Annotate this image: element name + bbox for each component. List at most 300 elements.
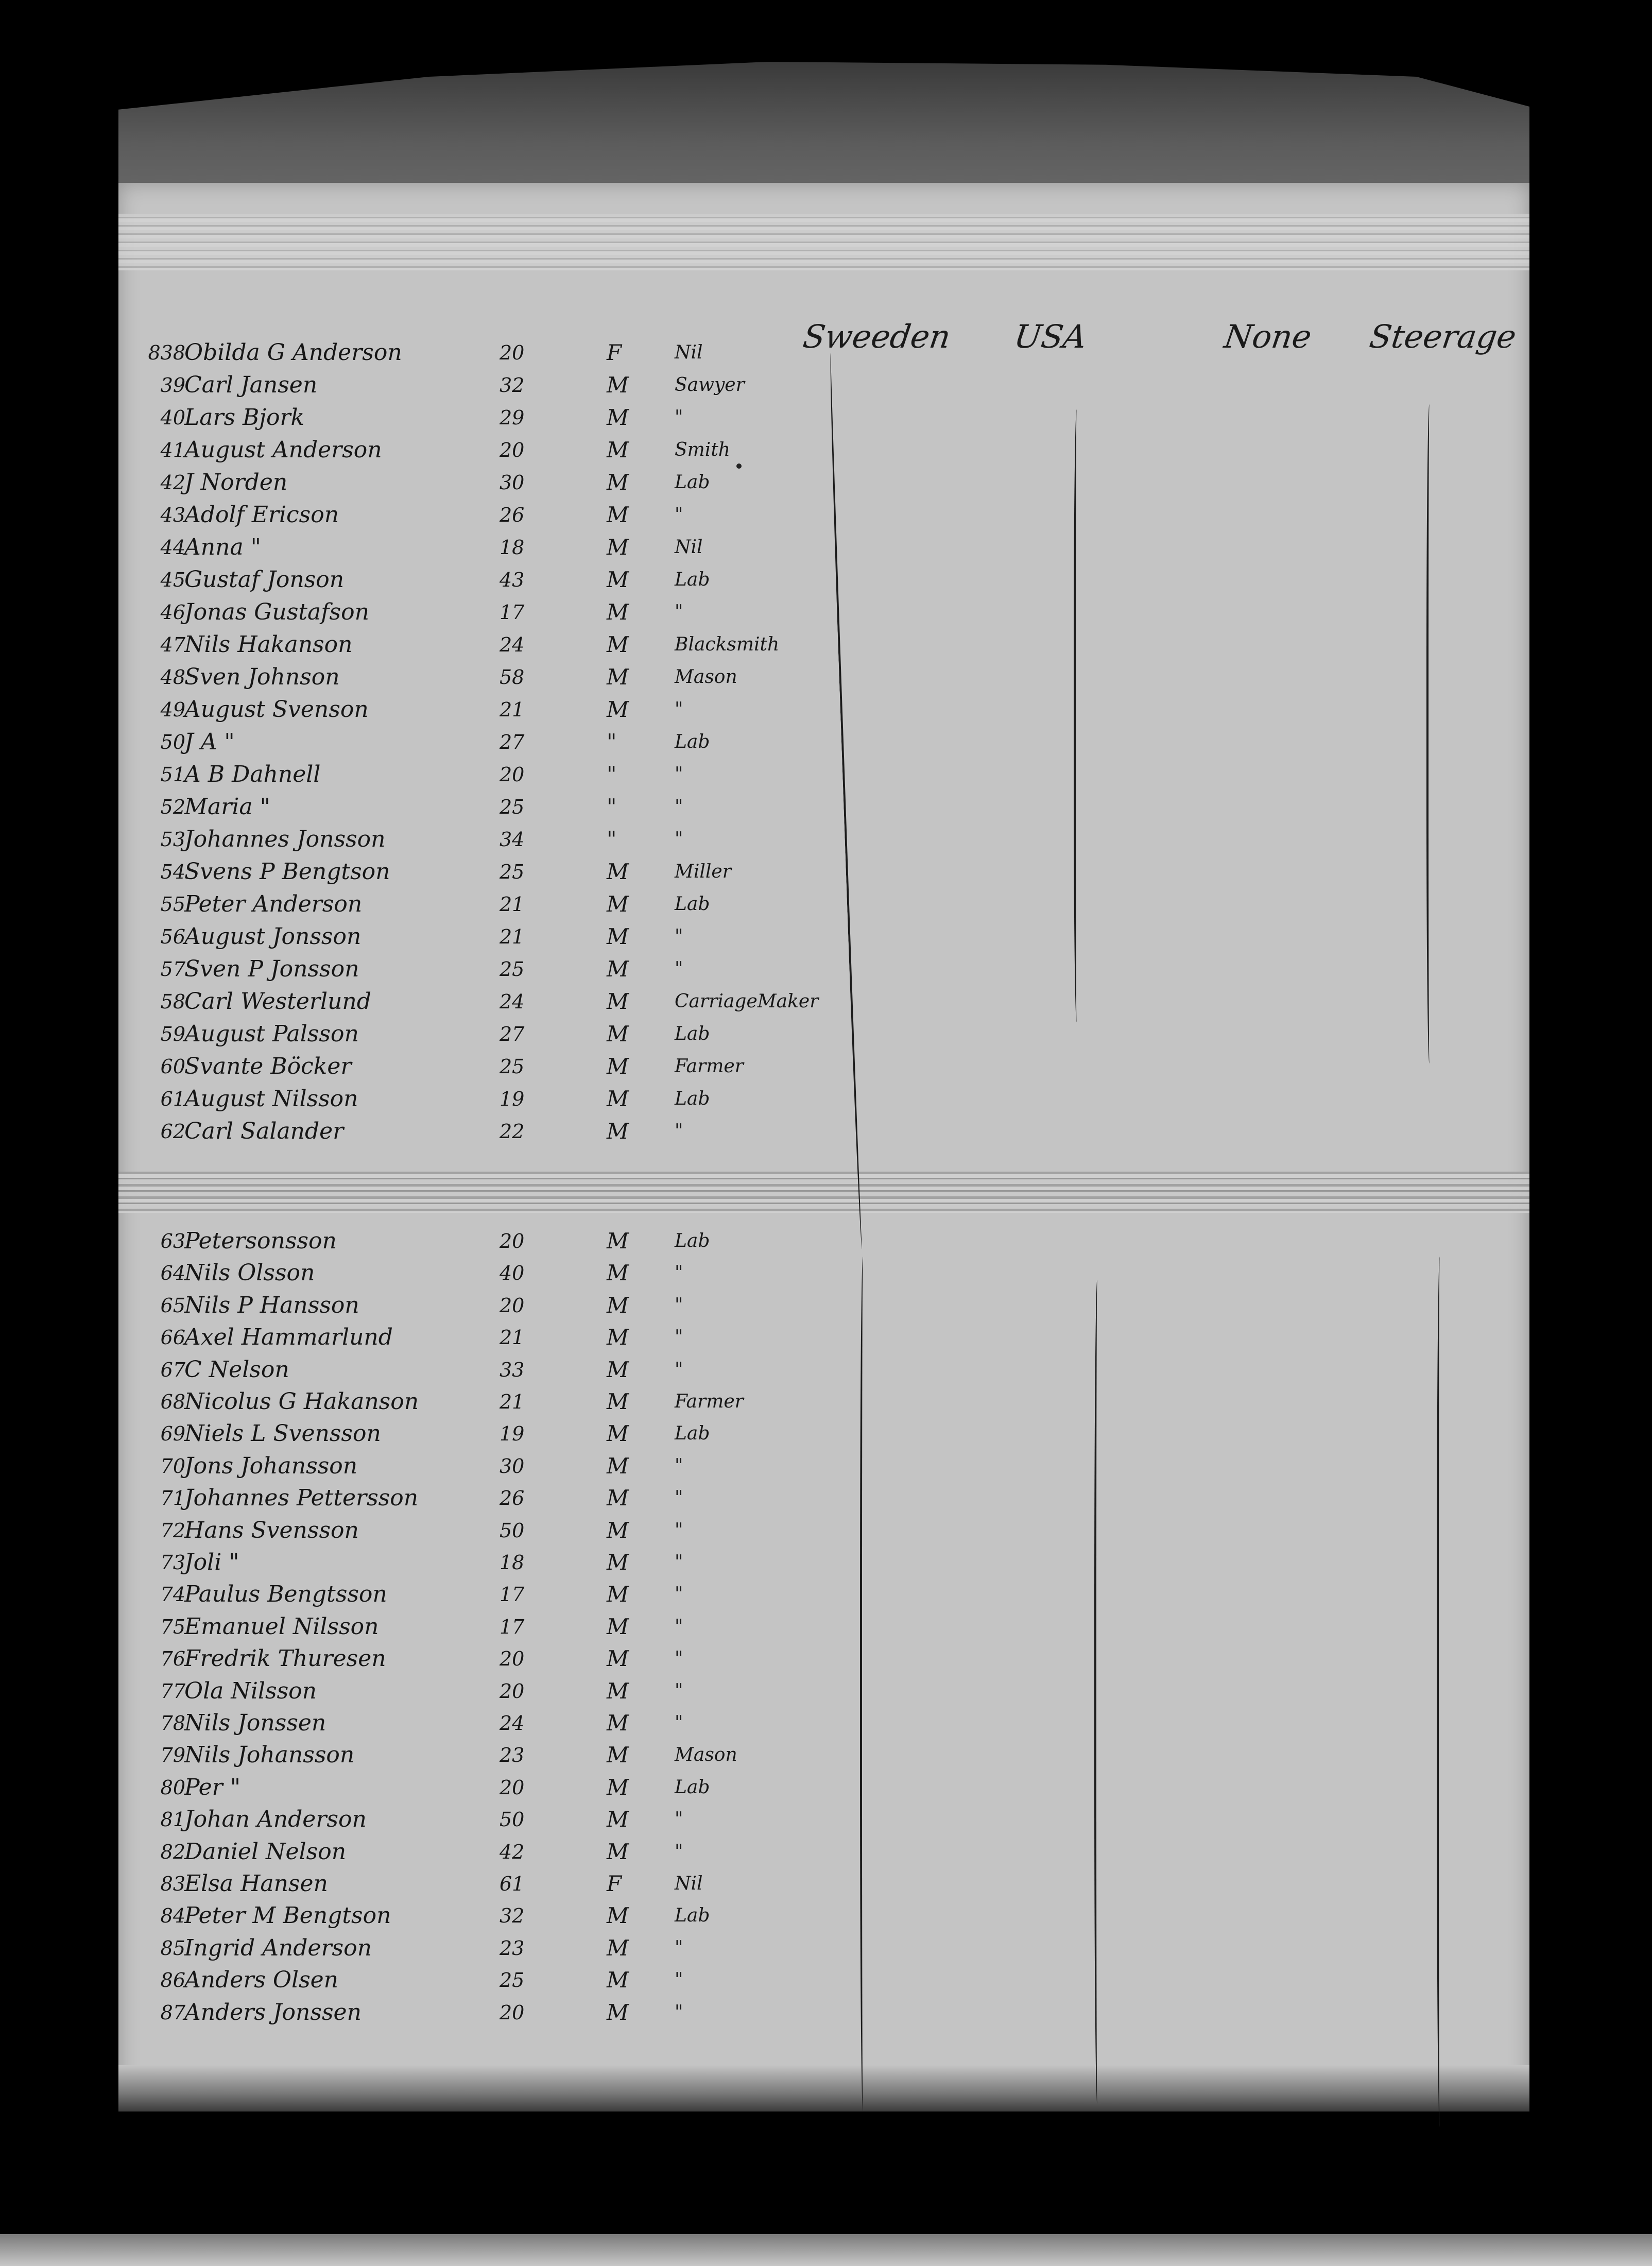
passenger-name: Anna " [184,534,261,560]
passenger-name: Johannes Pettersson [184,1485,419,1512]
row-number: 82 [160,1840,185,1863]
row-number: 60 [160,1055,185,1078]
passenger-occupation: Smith [675,439,730,460]
passenger-sex: M [607,1021,629,1046]
passenger-age: 40 [500,1262,525,1285]
passenger-age: 21 [500,893,525,916]
passenger-name: Ola Nilsson [184,1677,317,1704]
passenger-sex: M [607,697,629,722]
header-destination: USA [1011,318,1089,355]
passenger-age: 25 [500,958,525,981]
passenger-sex: M [607,1421,629,1447]
row-number: 44 [160,536,185,559]
row-number: 65 [160,1294,185,1317]
passenger-sex: M [607,924,629,949]
passenger-name: Nils Johansson [184,1742,355,1769]
manifest-row [118,759,1529,790]
passenger-age: 61 [500,1873,525,1895]
manifest-row [118,889,1529,920]
passenger-name: Adolf Ericson [184,502,339,528]
manifest-row [118,1579,1529,1610]
row-number: 80 [160,1776,185,1799]
row-number: 86 [160,1969,185,1992]
passenger-sex: M [607,1453,629,1479]
passenger-occupation: " [675,1359,683,1380]
passenger-occupation: " [675,1616,683,1637]
passenger-age: 32 [500,1904,525,1928]
manifest-row [118,1019,1529,1050]
passenger-age: 20 [500,1230,525,1252]
header-col3: None [1221,318,1314,355]
passenger-occupation: Lab [675,472,710,493]
row-number: 87 [160,2001,185,2024]
manifest-row [118,1483,1529,1514]
passenger-sex: M [607,891,629,917]
manifest-row [118,1804,1529,1835]
manifest-row [118,337,1529,368]
passenger-sex: F [607,340,622,365]
row-number: 77 [160,1679,185,1703]
row-number: 63 [160,1230,185,1252]
passenger-name: Nils Hakanson [184,631,353,658]
manifest-row [118,1611,1529,1642]
row-number: 83 [160,1873,185,1895]
manifest-row [118,662,1529,693]
passenger-sex: M [607,1389,629,1414]
page-fold [118,1172,1529,1213]
passenger-name: A B Dahnell [184,761,321,787]
manifest-row [118,597,1529,628]
manifest-row [118,986,1529,1017]
passenger-occupation: " [675,1487,683,1509]
manifest-row [118,467,1529,498]
row-number: 84 [160,1904,185,1928]
manifest-row [118,1868,1529,1899]
passenger-sex: M [607,1086,629,1111]
passenger-age: 29 [500,406,525,429]
passenger-age: 23 [500,1744,525,1767]
row-number: 39 [160,374,185,397]
passenger-sex: M [607,1485,629,1511]
passenger-occupation: " [675,958,683,980]
manifest-page [118,183,1529,2112]
passenger-occupation: " [675,1969,683,1991]
row-number: 67 [160,1358,185,1381]
passenger-name: Elsa Hansen [184,1870,328,1897]
passenger-age: 22 [500,1120,525,1143]
passenger-sex: M [607,1357,629,1382]
passenger-occupation: " [675,1712,683,1733]
passenger-occupation: Mason [675,1744,737,1766]
passenger-sex: M [607,664,629,690]
passenger-occupation: Lab [675,1423,710,1445]
passenger-age: 20 [500,1294,525,1317]
passenger-occupation: " [675,1809,683,1830]
manifest-row [118,824,1529,855]
passenger-age: 21 [500,1390,525,1413]
passenger-name: Emanuel Nilsson [184,1613,379,1640]
passenger-occupation: Lab [675,1905,710,1927]
manifest-row [118,694,1529,725]
passenger-age: 50 [500,1808,525,1831]
passenger-occupation: " [675,1648,683,1670]
row-number: 51 [160,763,185,786]
passenger-name: Hans Svensson [184,1517,359,1543]
passenger-age: 42 [500,1840,525,1863]
passenger-occupation: " [675,407,683,428]
passenger-sex: M [607,437,629,462]
manifest-row [118,727,1529,758]
row-number: 52 [160,796,185,818]
passenger-age: 17 [500,601,525,624]
manifest-row [118,1676,1529,1707]
passenger-sex: M [607,1999,629,2025]
passenger-sex: M [607,372,629,398]
passenger-name: Gustaf Jonson [184,566,345,593]
row-number: 50 [160,731,185,753]
passenger-age: 24 [500,990,525,1013]
passenger-occupation: CarriageMaker [675,991,819,1012]
passenger-sex: " [607,729,617,754]
passenger-name: August Svenson [184,696,369,723]
passenger-occupation: " [675,699,683,720]
passenger-name: Jons Johansson [184,1452,358,1479]
passenger-age: 27 [500,1023,525,1045]
row-number: 73 [160,1551,185,1574]
row-number: 56 [160,925,185,948]
passenger-sex: M [607,1967,629,1993]
passenger-name: J Norden [184,469,288,495]
manifest-row [118,921,1529,952]
passenger-age: 23 [500,1936,525,1960]
manifest-row [118,1084,1529,1114]
passenger-name: August Nilsson [184,1086,358,1112]
passenger-name: C Nelson [184,1356,289,1383]
passenger-age: 25 [500,861,525,883]
manifest-row [118,1772,1529,1803]
passenger-age: 58 [500,666,525,689]
row-number: 41 [160,439,185,461]
passenger-name: Niels L Svensson [184,1420,381,1447]
passenger-name: Carl Westerlund [184,988,371,1015]
passenger-occupation: Lab [675,731,710,752]
passenger-age: 24 [500,1712,525,1735]
passenger-name: Svante Böcker [184,1053,352,1079]
passenger-occupation: " [675,1937,683,1959]
passenger-sex: M [607,1260,629,1286]
row-number: 72 [160,1519,185,1542]
manifest-row [118,1708,1529,1739]
passenger-sex: M [607,1613,629,1639]
row-number: 61 [160,1088,185,1110]
row-number: 75 [160,1615,185,1638]
manifest-row [118,1258,1529,1289]
passenger-occupation: Lab [675,569,710,590]
passenger-occupation: " [675,1519,683,1541]
passenger-name: Sven P Jonsson [184,956,359,982]
passenger-name: August Palsson [184,1021,359,1047]
passenger-occupation: " [675,796,683,817]
passenger-name: Anders Olsen [184,1967,339,1994]
passenger-age: 43 [500,569,525,591]
passenger-occupation: Farmer [675,1056,744,1077]
passenger-age: 25 [500,796,525,818]
passenger-sex: M [607,1742,629,1768]
passenger-name: Anders Jonssen [184,1999,362,2025]
passenger-age: 32 [500,374,525,397]
passenger-occupation: " [675,602,683,623]
passenger-sex: M [607,1119,629,1144]
passenger-name: Fredrik Thuresen [184,1645,386,1672]
row-number: 71 [160,1487,185,1510]
passenger-name: Nils Olsson [184,1260,315,1286]
passenger-age: 26 [500,504,525,526]
passenger-name: Daniel Nelson [184,1838,347,1865]
passenger-occupation: " [675,926,683,947]
row-number: 45 [160,569,185,591]
row-number: 76 [160,1647,185,1671]
passenger-name: Carl Salander [184,1118,344,1144]
passenger-occupation: " [675,1552,683,1573]
passenger-occupation: Nil [675,1873,703,1894]
passenger-sex: M [607,535,629,560]
passenger-sex: M [607,632,629,657]
passenger-name: Paulus Bengtsson [184,1581,387,1608]
passenger-name: Nicolus G Hakanson [184,1388,419,1415]
passenger-sex: M [607,1517,629,1543]
passenger-occupation: " [675,1121,683,1142]
row-number: 79 [160,1744,185,1767]
passenger-age: 30 [500,1454,525,1478]
passenger-name: Peter Anderson [184,891,363,917]
passenger-name: Carl Jansen [184,372,318,398]
manifest-row [118,1322,1529,1353]
row-number: 69 [160,1422,185,1446]
passenger-age: 34 [500,828,525,851]
passenger-sex: " [607,762,617,787]
manifest-row [118,954,1529,985]
passenger-sex: M [607,1774,629,1800]
row-number: 70 [160,1454,185,1478]
passenger-age: 20 [500,763,525,786]
passenger-sex: M [607,989,629,1014]
passenger-age: 50 [500,1519,525,1542]
passenger-sex: M [607,1325,629,1350]
passenger-occupation: Sawyer [675,374,745,396]
manifest-row [118,1116,1529,1147]
passenger-sex: M [607,1903,629,1929]
page-bottom-edge [118,2065,1529,2112]
row-number: 62 [160,1120,185,1143]
manifest-row [118,1740,1529,1771]
manifest-row [118,856,1529,887]
passenger-name: Sven Johnson [184,664,340,690]
passenger-occupation: " [675,1262,683,1284]
passenger-sex: M [607,1807,629,1832]
passenger-name: Nils Jonssen [184,1710,326,1736]
row-number: 54 [160,861,185,883]
passenger-occupation: " [675,1680,683,1702]
passenger-occupation: Nil [675,537,703,558]
passenger-age: 20 [500,1776,525,1799]
passenger-name: Lars Bjork [184,404,305,431]
row-number: 47 [160,633,185,656]
passenger-sex: M [607,502,629,527]
row-number: 42 [160,471,185,494]
manifest-row [118,1836,1529,1867]
passenger-age: 21 [500,925,525,948]
passenger-name: Joli " [184,1549,239,1575]
passenger-occupation: " [675,2001,683,2023]
passenger-age: 17 [500,1615,525,1638]
manifest-row [118,1290,1529,1321]
manifest-row [118,1997,1529,2028]
manifest-row [118,1900,1529,1931]
passenger-name: Per " [184,1774,240,1800]
row-number: 57 [160,958,185,981]
passenger-name: Ingrid Anderson [184,1934,372,1961]
passenger-occupation: Miller [675,861,731,882]
passenger-occupation: " [675,829,683,850]
page-top-band [118,214,1529,270]
manifest-row [118,1418,1529,1449]
passenger-occupation: " [675,1584,683,1605]
row-number: 49 [160,698,185,721]
passenger-sex: M [607,1054,629,1079]
manifest-row [118,564,1529,595]
passenger-sex: " [607,827,617,852]
row-number: 40 [160,406,185,429]
passenger-sex: M [607,1228,629,1254]
manifest-row [118,1965,1529,1996]
passenger-name: Jonas Gustafson [184,599,369,625]
passenger-name: Nils P Hansson [184,1292,359,1318]
passenger-occupation: Lab [675,1776,710,1798]
bottom-strip [0,2234,1652,2266]
passenger-sex: M [607,1710,629,1736]
manifest-row [118,792,1529,822]
passenger-occupation: " [675,1841,683,1862]
manifest-row [118,629,1529,660]
passenger-age: 30 [500,471,525,494]
manifest-row [118,1354,1529,1385]
passenger-name: Johan Anderson [184,1806,367,1833]
passenger-name: Svens P Bengtson [184,859,390,885]
passenger-sex: F [607,1871,622,1896]
passenger-occupation: Nil [675,342,703,363]
passenger-age: 20 [500,2001,525,2024]
row-number: 838 [148,341,185,364]
passenger-sex: M [607,567,629,592]
row-number: 53 [160,828,185,851]
manifest-row [118,1643,1529,1674]
passenger-occupation: Mason [675,666,737,688]
passenger-name: J A " [184,729,235,755]
passenger-age: 19 [500,1422,525,1446]
passenger-age: 20 [500,1679,525,1703]
manifest-row [118,1515,1529,1546]
passenger-name: Peter M Bengtson [184,1902,391,1929]
row-number: 58 [160,990,185,1013]
passenger-age: 17 [500,1583,525,1606]
passenger-sex: M [607,1839,629,1864]
passenger-name: Petersonsson [184,1228,337,1254]
manifest-row [118,532,1529,563]
manifest-row [118,1547,1529,1578]
row-number: 46 [160,601,185,624]
passenger-sex: M [607,1550,629,1575]
row-number: 68 [160,1390,185,1413]
passenger-sex: M [607,1678,629,1704]
row-number: 85 [160,1936,185,1960]
passenger-age: 20 [500,439,525,461]
row-number: 66 [160,1326,185,1349]
passenger-sex: M [607,405,629,430]
passenger-sex: M [607,1935,629,1961]
passenger-sex: M [607,470,629,495]
passenger-name: Johannes Jonsson [184,826,386,852]
passenger-name: Obilda G Anderson [184,339,402,366]
passenger-age: 33 [500,1358,525,1381]
row-number: 48 [160,666,185,689]
passenger-occupation: Lab [675,894,710,915]
passenger-occupation: Lab [675,1230,710,1251]
row-number: 64 [160,1262,185,1285]
passenger-name: August Anderson [184,437,382,463]
manifest-row [118,1386,1529,1417]
passenger-sex: M [607,1292,629,1318]
passenger-name: August Jonsson [184,923,362,950]
passenger-occupation: Lab [675,1023,710,1044]
passenger-name: Axel Hammarlund [184,1324,393,1351]
passenger-occupation: " [675,1294,683,1316]
passenger-age: 21 [500,1326,525,1349]
passenger-age: 21 [500,698,525,721]
passenger-sex: M [607,859,629,884]
passenger-age: 27 [500,731,525,753]
passenger-age: 20 [500,341,525,364]
passenger-age: 25 [500,1969,525,1992]
passenger-sex: M [607,599,629,625]
manifest-row [118,500,1529,530]
passenger-occupation: " [675,764,683,785]
passenger-occupation: Lab [675,1088,710,1109]
row-number: 59 [160,1023,185,1045]
manifest-row [118,1451,1529,1482]
header-country: Sweeden [800,318,953,355]
passenger-occupation: " [675,1455,683,1477]
passenger-sex: " [607,794,617,819]
manifest-row [118,1051,1529,1082]
row-number: 55 [160,893,185,916]
manifest-row [118,402,1529,433]
passenger-age: 20 [500,1647,525,1671]
passenger-age: 18 [500,1551,525,1574]
manifest-row [118,1226,1529,1257]
passenger-name: Maria " [184,794,270,820]
manifest-row [118,370,1529,401]
passenger-occupation: " [675,1327,683,1348]
passenger-age: 24 [500,633,525,656]
passenger-occupation: Farmer [675,1391,744,1412]
manifest-row [118,435,1529,466]
header-col4: Steerage [1367,318,1519,355]
passenger-age: 25 [500,1055,525,1078]
passenger-age: 19 [500,1088,525,1110]
passenger-sex: M [607,1582,629,1607]
passenger-occupation: " [675,504,683,525]
row-number: 43 [160,504,185,526]
